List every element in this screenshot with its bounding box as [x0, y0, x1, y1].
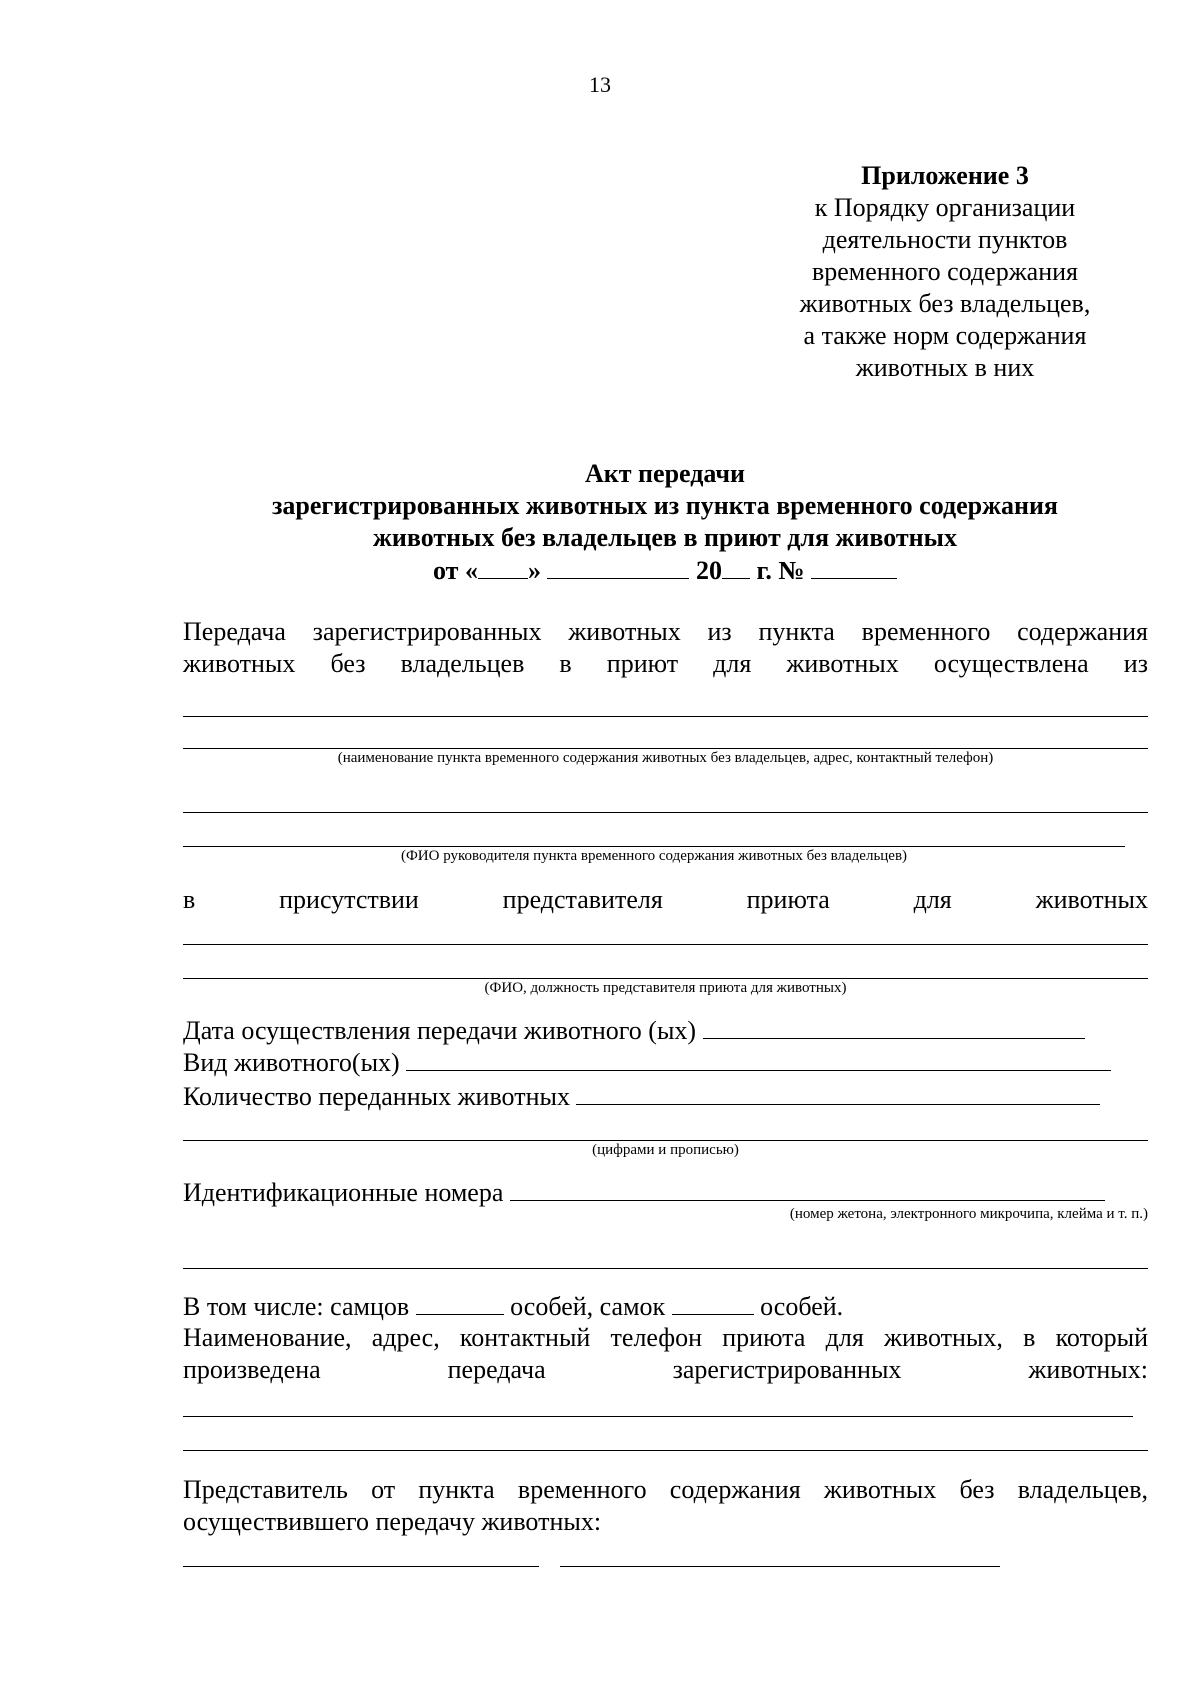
appendix-block: [760, 160, 1130, 384]
intro-line-1: Передача зарегистрированных животных из пункта временного содержания: [183, 617, 1148, 646]
appendix-line-1: к Порядку организации: [814, 193, 1076, 222]
representative-line-2: осуществившего передачу животных:: [183, 1507, 602, 1536]
representative-paragraph: [183, 1474, 1148, 1538]
appendix-line-6: животных в них: [855, 353, 1035, 382]
animal-kind-label: Вид животного(ых): [183, 1048, 400, 1077]
head-name-line-2[interactable]: [183, 846, 1125, 847]
point-name-line-2[interactable]: [183, 748, 1148, 749]
shelter-info-line-blank-1[interactable]: [183, 1416, 1133, 1417]
shelter-info-line-blank-2[interactable]: [183, 1450, 1148, 1451]
representative-line-1: Представитель от пункта временного содержания животных без владельцев,: [183, 1475, 1148, 1504]
representative-name-blank[interactable]: [183, 1566, 539, 1567]
shelter-rep-line-2[interactable]: [183, 978, 1148, 979]
intro-paragraph: [183, 616, 1148, 680]
act-year-blank[interactable]: [722, 554, 750, 579]
ids-label: Идентификационные номера: [183, 1178, 504, 1207]
transfer-date-label: Дата осуществления передачи животного (ых): [183, 1016, 697, 1045]
animal-kind-row: [183, 1046, 1111, 1079]
page-number: 13: [589, 72, 611, 97]
appendix-line-2: деятельности пунктов: [822, 225, 1068, 254]
intro-line-2: животных без владельцев в приют для животных осуществлена из: [183, 649, 1148, 678]
act-number-blank[interactable]: [811, 554, 897, 579]
act-date-mid: »: [527, 556, 541, 585]
act-title-line-3: животных без владельцев в приют для животных: [373, 523, 957, 552]
act-title: [180, 458, 1150, 587]
act-number-label: г. №: [756, 556, 805, 585]
ids-row: [183, 1176, 1105, 1209]
representative-signature-blank[interactable]: [560, 1566, 1000, 1567]
males-blank[interactable]: [416, 1290, 504, 1315]
ids-caption: (номер жетона, электронного микрочипа, клейма и т. п.): [789, 1206, 1148, 1222]
count-words-caption: (цифрами и прописью): [592, 1142, 739, 1158]
act-date-line: [433, 554, 897, 587]
sex-suffix: особей.: [760, 1292, 844, 1321]
act-day-blank[interactable]: [478, 554, 528, 579]
animal-count-row: [183, 1080, 1100, 1113]
appendix-line-5: а также норм содержания: [803, 321, 1087, 350]
shelter-rep-caption: (ФИО, должность представителя приюта для животных): [484, 980, 847, 996]
sex-prefix: В том числе: самцов: [183, 1292, 410, 1321]
act-date-prefix: от «: [433, 556, 478, 585]
count-words-line[interactable]: [183, 1140, 1148, 1141]
head-name-line-1[interactable]: [183, 812, 1148, 813]
ids-blank[interactable]: [510, 1176, 1105, 1201]
females-blank[interactable]: [672, 1290, 754, 1315]
point-name-caption: (наименование пункта временного содержания животных без владельцев, адрес, контактный телефон): [337, 750, 994, 766]
presence-line: в присутствии представителя приюта для животных: [183, 885, 1148, 914]
presence-paragraph: [183, 884, 1148, 916]
shelter-info-paragraph: [183, 1322, 1148, 1386]
appendix-line-3: временного содержания: [811, 257, 1078, 286]
animal-count-blank[interactable]: [576, 1080, 1100, 1105]
animal-count-label: Количество переданных животных: [183, 1082, 570, 1111]
act-year-prefix: 20: [695, 556, 722, 585]
act-title-line-2: зарегистрированных животных из пункта временного содержания: [271, 491, 1059, 520]
shelter-rep-line-1[interactable]: [183, 944, 1148, 945]
sex-row: [183, 1290, 843, 1323]
act-title-line-1: Акт передачи: [585, 459, 745, 488]
appendix-line-4: животных без владельцев,: [799, 289, 1091, 318]
transfer-date-blank[interactable]: [703, 1014, 1085, 1039]
sex-mid: особей, самок: [510, 1292, 666, 1321]
shelter-info-line-2: произведена передача зарегистрированных животных:: [183, 1355, 1148, 1384]
animal-kind-blank[interactable]: [406, 1046, 1111, 1071]
head-name-caption: (ФИО руководителя пункта временного содержания животных без владельцев): [400, 848, 908, 864]
point-name-line-1[interactable]: [183, 716, 1148, 717]
act-month-blank[interactable]: [547, 554, 689, 579]
transfer-date-row: [183, 1014, 1085, 1047]
shelter-info-line-1: Наименование, адрес, контактный телефон приюта для животных, в который: [183, 1323, 1148, 1352]
appendix-title: Приложение 3: [861, 161, 1029, 190]
ids-line-2[interactable]: [183, 1268, 1148, 1269]
